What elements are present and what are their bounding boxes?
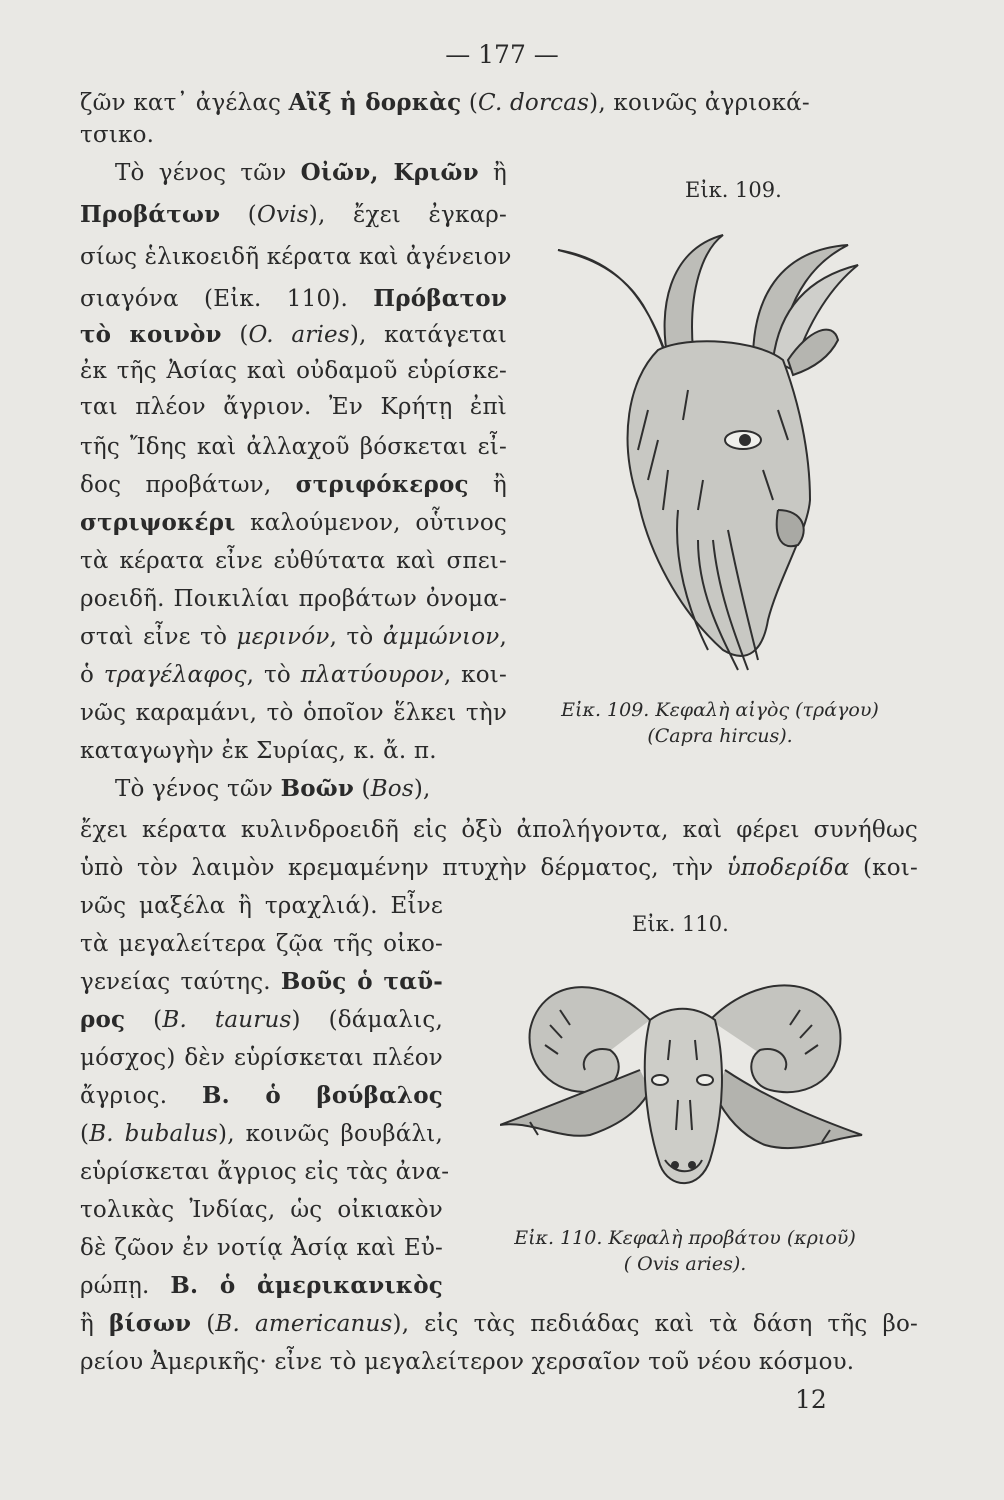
figure-label: Εἰκ. 109. — [685, 178, 782, 202]
text-line: μόσχος) δὲν εὑρίσκεται πλέον — [80, 1045, 443, 1071]
text-line: καταγωγὴν ἐκ Συρίας, κ. ἄ. π. — [80, 738, 437, 764]
figure-caption: Εἰκ. 109. Κεφαλὴ αἰγὸς (τράγου) (Capra hircus). — [561, 699, 879, 747]
figure-caption: Εἰκ. 110. Κεφαλὴ προβάτου (κριοῦ) ( Ovis aries). — [514, 1227, 856, 1275]
text-line: σίως ἑλικοειδῆ κέρατα καὶ ἀγένειον — [80, 244, 512, 270]
text-line: σιαγόνα (Εἰκ. 110). Πρόβατον — [80, 285, 507, 312]
text-line: ζῶν κατ᾽ ἀγέλας Αἲξ ἡ δορκὰς (C. dorcas), κοινῶς ἀγριοκά- — [80, 89, 810, 116]
text-line: ἢ βίσων (B. americanus), εἰς τὰς πεδιάδας καὶ τὰ δάση τῆς βο- — [80, 1310, 918, 1337]
text-line: ρώπῃ. Β. ὁ ἀμερικανικὸς — [80, 1272, 443, 1299]
figure-label: Εἰκ. 110. — [632, 912, 729, 936]
text-line: εὑρίσκεται ἄγριος εἰς τὰς ἀνα- — [80, 1159, 450, 1185]
text-line: γενείας ταύτης. Βοῦς ὁ ταῦ- — [80, 968, 444, 995]
text-line: νῶς καραμάνι, τὸ ὁποῖον ἕλκει τὴν — [80, 700, 507, 726]
goat-head-illustration — [548, 210, 878, 680]
text-line: τολικὰς Ἰνδίας, ὡς οἰκιακὸν — [80, 1197, 443, 1223]
text-line: τὰ κέρατα εἶνε εὐθύτατα καὶ σπει- — [80, 548, 507, 574]
text-line: ρος (B. taurus) (δάμαλις, — [80, 1006, 444, 1033]
text-line: τὰ μεγαλείτερα ζῷα τῆς οἰκο- — [80, 931, 443, 957]
text-line: δὲ ζῶον ἐν νοτίᾳ Ἀσίᾳ καὶ Εὐ- — [80, 1235, 443, 1261]
text-line: ἔχει κέρατα κυλινδροειδῆ εἰς ὀξὺ ἀπολήγοντα, καὶ φέρει συνήθως — [80, 817, 918, 843]
text-line: ἄγριος. Β. ὁ βούβαλος — [80, 1082, 443, 1109]
text-line: ται πλέον ἄγριον. Ἐν Κρήτῃ ἐπὶ — [80, 394, 507, 420]
text-line: δος προβάτων, στριφόκερος ἢ — [80, 471, 507, 498]
text-line: Προβάτων (Ovis), ἔχει ἐγκαρ- — [80, 201, 507, 228]
text-line: τὸ κοινὸν (O. aries), κατάγεται — [80, 321, 508, 348]
signature-mark: 12 — [795, 1385, 827, 1414]
text-line: ὑπὸ τὸν λαιμὸν κρεμαμένην πτυχὴν δέρματος, τὴν ὑποδερίδα (κοι- — [80, 855, 918, 881]
text-line: ὁ τραγέλαφος, τὸ πλατύουρον, κοι- — [80, 662, 507, 688]
text-line: σταὶ εἶνε τὸ μερινόν, τὸ ἀμμώνιον, — [80, 624, 507, 650]
text-line: Τὸ γένος τῶν Βοῶν (Bos), — [115, 775, 431, 802]
text-line: Τὸ γένος τῶν Οἰῶν, Κριῶν ἢ — [115, 159, 507, 186]
page-number-header: — 177 — — [445, 40, 559, 69]
text-line: στριψοκέρι καλούμενον, οὗτινος — [80, 509, 507, 536]
text-line: ἐκ τῆς Ἀσίας καὶ οὐδαμοῦ εὑρίσκε- — [80, 358, 507, 384]
text-line: νῶς μαξέλα ἢ τραχλιά). Εἶνε — [80, 893, 443, 919]
text-line: (B. bubalus), κοινῶς βουβάλι, — [80, 1121, 443, 1147]
text-line: τσικο. — [80, 122, 155, 148]
text-line: ροειδῆ. Ποικιλίαι προβάτων ὀνομα- — [80, 586, 507, 612]
text-line: τῆς Ἴδης καὶ ἀλλαχοῦ βόσκεται εἶ- — [80, 434, 507, 460]
ram-head-illustration — [500, 950, 865, 1210]
text-line: ρείου Ἀμερικῆς· εἶνε τὸ μεγαλείτερον χερσαῖον τοῦ νέου κόσμου. — [80, 1349, 855, 1375]
